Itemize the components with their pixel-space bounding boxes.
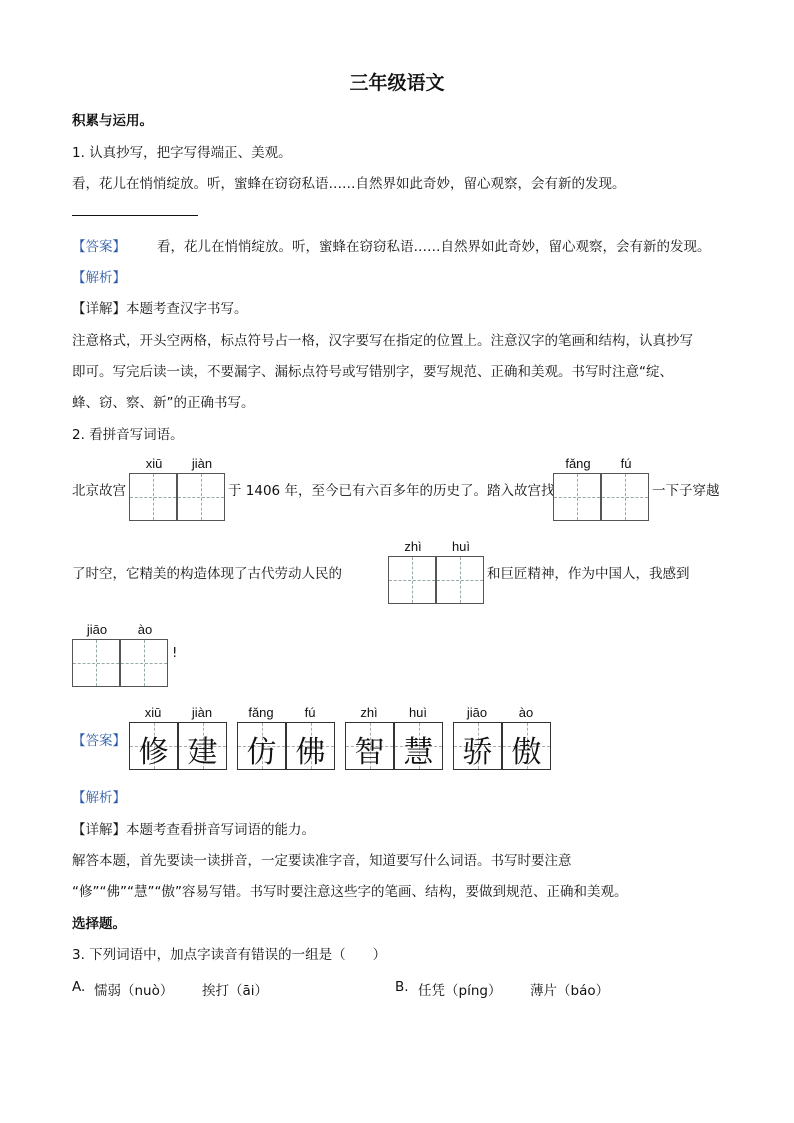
question-2-detail-lead xyxy=(72,818,315,838)
writing-grid-box[interactable] xyxy=(120,639,168,687)
answer-grid-box xyxy=(394,722,443,770)
answer-tag: 【答案】 xyxy=(72,733,126,749)
answer-grid-box xyxy=(502,722,551,770)
answer-grid-box xyxy=(129,722,178,770)
writing-grid-box[interactable] xyxy=(601,473,649,521)
answer-character: 建 xyxy=(187,735,218,770)
pinyin-label: huì xyxy=(451,539,471,554)
answer-blank-line xyxy=(72,215,198,216)
section-heading-choice: 选择题。 xyxy=(72,916,126,932)
answer-character: 骄 xyxy=(462,735,493,770)
option-a-label: A. xyxy=(72,979,86,995)
writing-grid-box[interactable] xyxy=(388,556,436,604)
writing-grid-box[interactable] xyxy=(177,473,225,521)
answer-grid-box xyxy=(345,722,394,770)
pinyin-label: zhì xyxy=(360,705,378,720)
pinyin-label: fǎng xyxy=(565,456,591,471)
pinyin-label: ào xyxy=(137,622,153,637)
passage-segment: ! xyxy=(172,645,178,661)
section-heading-accumulation: 积累与运用。 xyxy=(72,113,153,129)
option-b-word-1: 任凭（píng） xyxy=(418,983,502,999)
question-2-detail-line: 解答本题，首先要读一读拼音，一定要读准字音，知道要写什么词语。书写时要注意 xyxy=(72,853,572,869)
pinyin-label: xiū xyxy=(145,456,163,471)
pinyin-label: zhì xyxy=(404,539,422,554)
writing-grid-box[interactable] xyxy=(553,473,601,521)
question-1-prompt: 1. 认真抄写，把字写得端正、美观。 xyxy=(72,145,292,161)
pinyin-label: jiàn xyxy=(191,456,213,471)
passage-segment: 和巨匠精神，作为中国人，我感到 xyxy=(487,566,690,582)
answer-tag: 【答案】 xyxy=(72,239,126,255)
pinyin-label: jiāo xyxy=(466,705,488,720)
question-2-detail-line: “修”“佛”“慧”“傲”容易写错。书写时要注意这些字的笔画、结构，要做到规范、正确和美观。 xyxy=(72,884,628,900)
answer-character: 慧 xyxy=(403,735,434,770)
question-1-detail-line: 蜂、窃、察、新”的正确书写。 xyxy=(72,395,255,411)
passage-segment: 了时空，它精美的构造体现了古代劳动人民的 xyxy=(72,566,342,582)
answer-grid-box xyxy=(178,722,227,770)
question-1-detail-line: 注意格式，开头空两格，标点符号占一格，汉字要写在指定的位置上。注意汉字的笔画和结构，认真抄写 xyxy=(72,333,693,349)
analysis-tag: 【解析】 xyxy=(72,790,126,806)
question-1-answer: 看，花儿在悄悄绽放。听，蜜蜂在窃窃私语……自然界如此奇妙，留心观察，会有新的发现。 xyxy=(157,239,711,255)
answer-character: 傲 xyxy=(511,735,542,770)
pinyin-label: jiàn xyxy=(191,705,213,720)
answer-grid-box xyxy=(286,722,335,770)
pinyin-label: fú xyxy=(620,456,632,471)
option-a-word-2: 挨打（āi） xyxy=(202,983,269,999)
detail-tag: 【详解】 xyxy=(72,822,126,838)
question-1-detail-lead xyxy=(72,297,248,317)
page-title: 三年级语文 xyxy=(349,72,445,94)
answer-character: 仿 xyxy=(246,735,277,770)
detail-lead-text: 本题考查汉字书写。 xyxy=(126,301,248,317)
option-a-word-1: 懦弱（nuò） xyxy=(94,983,174,999)
answer-character: 修 xyxy=(138,735,169,770)
answer-character: 智 xyxy=(354,735,385,770)
pinyin-label: jiāo xyxy=(86,622,108,637)
answer-grid-box xyxy=(453,722,502,770)
analysis-tag: 【解析】 xyxy=(72,270,126,286)
option-b-label: B. xyxy=(395,979,409,995)
writing-grid-box[interactable] xyxy=(436,556,484,604)
question-2-prompt: 2. 看拼音写词语。 xyxy=(72,427,184,443)
pinyin-label: ào xyxy=(518,705,534,720)
passage-segment: 于 1406 年，至今已有六百多年的历史了。踏入故宫找 xyxy=(228,483,555,499)
passage-segment: 一下子穿越 xyxy=(652,483,720,499)
detail-tag: 【详解】 xyxy=(72,301,126,317)
option-b-word-2: 薄片（báo） xyxy=(530,983,610,999)
passage-segment: 北京故宫 xyxy=(72,483,126,499)
detail-lead-text: 本题考查看拼音写词语的能力。 xyxy=(126,822,315,838)
answer-character: 佛 xyxy=(295,735,326,770)
pinyin-label: fú xyxy=(304,705,316,720)
pinyin-label: xiū xyxy=(144,705,162,720)
pinyin-label: fǎng xyxy=(248,705,274,720)
answer-grid-box xyxy=(237,722,286,770)
question-3-prompt: 3. 下列词语中，加点字读音有错误的一组是（ ） xyxy=(72,947,387,963)
writing-grid-box[interactable] xyxy=(72,639,120,687)
writing-grid-box[interactable] xyxy=(129,473,177,521)
question-1-detail-line: 即可。写完后读一读，不要漏字、漏标点符号或写错别字，要写规范、正确和美观。书写时注意“绽、 xyxy=(72,364,673,380)
pinyin-label: huì xyxy=(408,705,428,720)
question-1-text: 看，花儿在悄悄绽放。听，蜜蜂在窃窃私语……自然界如此奇妙，留心观察，会有新的发现。 xyxy=(72,176,626,192)
